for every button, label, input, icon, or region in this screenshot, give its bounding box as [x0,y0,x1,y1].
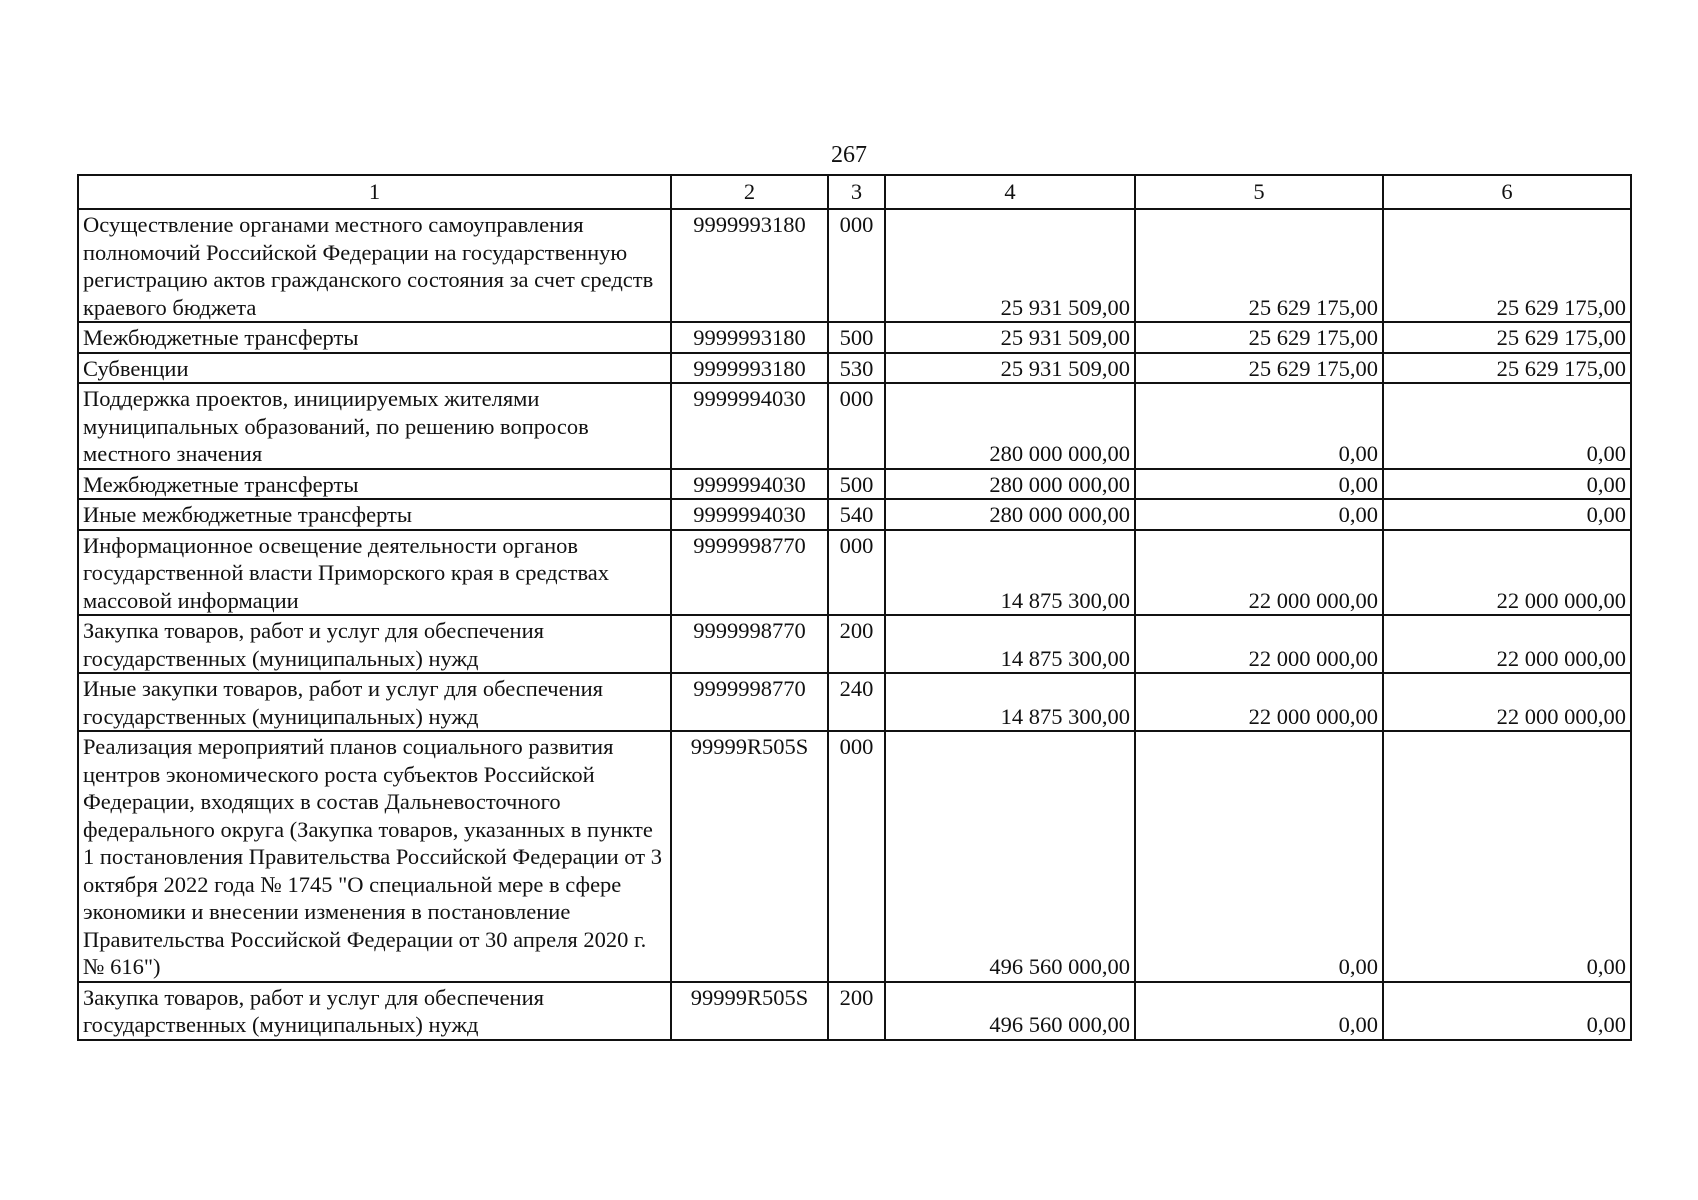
amount-col-6: 0,00 [1383,469,1631,500]
table-row [78,383,1631,469]
amount-col-5: 25 629 175,00 [1135,353,1383,384]
item-name: Закупка товаров, работ и услуг для обеспечения государственных (муниципальных) нужд [78,615,671,673]
expense-type-code: 000 [828,530,885,616]
amount-col-6: 25 629 175,00 [1383,322,1631,353]
amount-col-6: 25 629 175,00 [1383,209,1631,322]
target-article-code: 9999993180 [671,353,828,384]
expense-type-code: 200 [828,982,885,1040]
amount-col-6: 25 629 175,00 [1383,353,1631,384]
item-name: Закупка товаров, работ и услуг для обеспечения государственных (муниципальных) нужд [78,982,671,1040]
expense-type-code: 000 [828,731,885,982]
item-name: Поддержка проектов, инициируемых жителями муниципальных образований, по решению вопросов местного значения [78,383,671,469]
item-name: Межбюджетные трансферты [78,469,671,500]
target-article-code: 9999998770 [671,615,828,673]
item-name: Иные межбюджетные трансферты [78,499,671,530]
amount-col-5: 0,00 [1135,499,1383,530]
column-number: 1 [78,175,671,209]
table-row [78,673,1631,731]
column-number-row [78,175,1631,209]
table-row [78,353,1631,384]
expense-type-code: 000 [828,383,885,469]
budget-table [77,174,1632,1041]
target-article-code: 9999994030 [671,383,828,469]
target-article-code: 9999993180 [671,322,828,353]
column-number: 5 [1135,175,1383,209]
column-number: 6 [1383,175,1631,209]
amount-col-6: 0,00 [1383,731,1631,982]
amount-col-6: 0,00 [1383,499,1631,530]
amount-col-4: 280 000 000,00 [885,383,1135,469]
amount-col-6: 22 000 000,00 [1383,530,1631,616]
amount-col-6: 22 000 000,00 [1383,615,1631,673]
amount-col-5: 22 000 000,00 [1135,530,1383,616]
table-row [78,731,1631,982]
target-article-code: 9999998770 [671,530,828,616]
expense-type-code: 500 [828,322,885,353]
amount-col-4: 280 000 000,00 [885,499,1135,530]
amount-col-6: 0,00 [1383,982,1631,1040]
amount-col-4: 25 931 509,00 [885,353,1135,384]
amount-col-4: 496 560 000,00 [885,731,1135,982]
expense-type-code: 000 [828,209,885,322]
amount-col-6: 22 000 000,00 [1383,673,1631,731]
amount-col-5: 0,00 [1135,731,1383,982]
amount-col-6: 0,00 [1383,383,1631,469]
amount-col-4: 25 931 509,00 [885,322,1135,353]
amount-col-5: 22 000 000,00 [1135,673,1383,731]
target-article-code: 9999993180 [671,209,828,322]
table-row [78,469,1631,500]
expense-type-code: 500 [828,469,885,500]
table-row [78,530,1631,616]
page-number: 267 [831,142,867,168]
item-name: Межбюджетные трансферты [78,322,671,353]
amount-col-5: 25 629 175,00 [1135,209,1383,322]
amount-col-4: 25 931 509,00 [885,209,1135,322]
item-name: Реализация мероприятий планов социального развития центров экономического роста субъектов Российской Федерации, входящих в состав Дальневосточного федерального округа (Закупка товаров, указанных в пункте 1 постановления Правительства Российской Федерации от 3 октября 2022 года № 1745 "О специальной мере в сфере экономики и внесении изменения в постановление Правительства Российской Федерации от 30 апреля 2020 г. № 616") [78,731,671,982]
target-article-code: 99999R505S [671,731,828,982]
amount-col-4: 14 875 300,00 [885,673,1135,731]
table-row [78,982,1631,1040]
target-article-code: 9999998770 [671,673,828,731]
table-row [78,615,1631,673]
column-number: 2 [671,175,828,209]
amount-col-4: 14 875 300,00 [885,530,1135,616]
target-article-code: 9999994030 [671,469,828,500]
item-name: Осуществление органами местного самоуправления полномочий Российской Федерации на государственную регистрацию актов гражданского состояния за счет средств краевого бюджета [78,209,671,322]
target-article-code: 99999R505S [671,982,828,1040]
amount-col-5: 0,00 [1135,469,1383,500]
item-name: Субвенции [78,353,671,384]
expense-type-code: 200 [828,615,885,673]
amount-col-5: 25 629 175,00 [1135,322,1383,353]
amount-col-4: 280 000 000,00 [885,469,1135,500]
column-number: 3 [828,175,885,209]
target-article-code: 9999994030 [671,499,828,530]
column-number: 4 [885,175,1135,209]
amount-col-4: 496 560 000,00 [885,982,1135,1040]
amount-col-4: 14 875 300,00 [885,615,1135,673]
amount-col-5: 22 000 000,00 [1135,615,1383,673]
expense-type-code: 540 [828,499,885,530]
amount-col-5: 0,00 [1135,383,1383,469]
item-name: Иные закупки товаров, работ и услуг для обеспечения государственных (муниципальных) нужд [78,673,671,731]
table-row [78,499,1631,530]
item-name: Информационное освещение деятельности органов государственной власти Приморского края в средствах массовой информации [78,530,671,616]
expense-type-code: 530 [828,353,885,384]
expense-type-code: 240 [828,673,885,731]
table-row [78,322,1631,353]
amount-col-5: 0,00 [1135,982,1383,1040]
table-row [78,209,1631,322]
